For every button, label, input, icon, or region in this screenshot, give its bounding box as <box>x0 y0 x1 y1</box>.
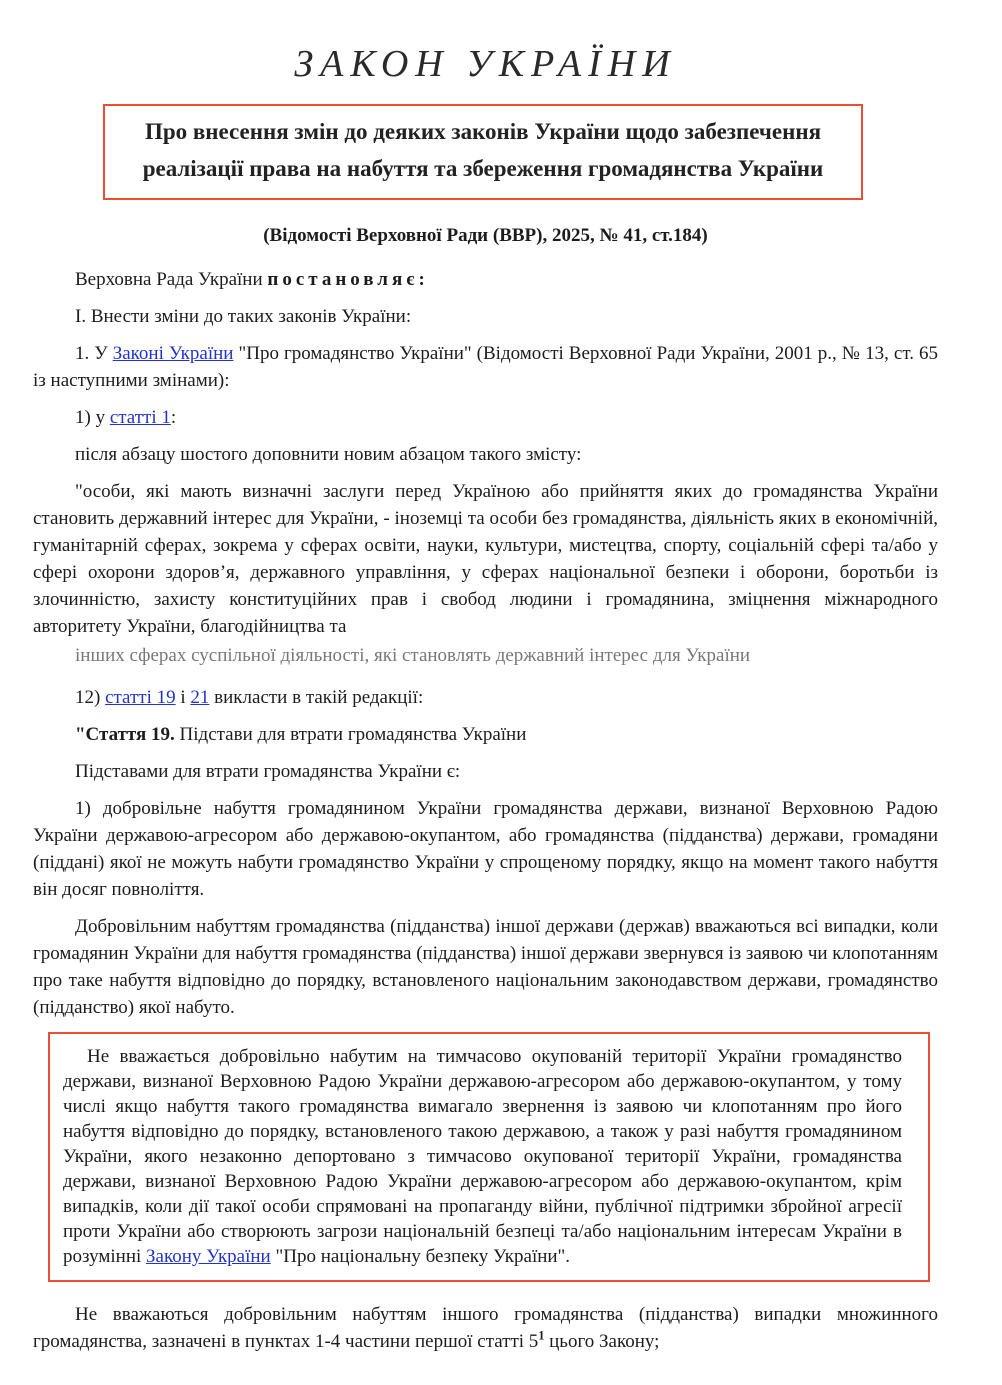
section-heading: І. Внести зміни до таких законів України: <box>75 306 412 327</box>
text-segment: і <box>175 687 191 708</box>
bold-emphasis: постановляє: <box>267 269 429 290</box>
ground-1-paragraph: 1) добровільне набуття громадянином України громадянства держави, визнаної Верховною Радою України державою-агресором або державою-окупантом, або громадянства (підданства) держави, громадяни (піддані) якої не можуть набути громадянство України у спрощеному порядку, якщо на момент такого набуття він досяг повноліття. <box>33 798 938 900</box>
highlighted-exception-box <box>48 1032 930 1282</box>
exception-paragraph <box>63 1044 902 1269</box>
text-segment: "Про національну безпеку України". <box>270 1246 571 1267</box>
text-segment: цього Закону; <box>544 1331 660 1352</box>
text-segment: 12) <box>75 687 106 708</box>
law-title-box <box>103 104 863 200</box>
document-type-title: ЗАКОН УКРАЇНИ <box>294 43 677 85</box>
insertion-instruction: після абзацу шостого доповнити новим абзацом такого змісту: <box>75 444 582 465</box>
law-link[interactable]: Закону України <box>146 1246 271 1267</box>
law-link[interactable]: Законі України <box>112 343 234 364</box>
bold-emphasis: "Стаття 19. <box>75 724 175 745</box>
multiple-citizenship-paragraph <box>33 1301 938 1355</box>
law-link[interactable]: 21 <box>190 687 210 708</box>
inserted-paragraph: "особи, які мають визначні заслуги перед Україною або прийняття яких до громадянства України становить державний інтерес для України, - іноземці та особи без громадянства, діяльність яких в економічній, гуманітарній сферах, зокрема у сферах освіти, науки, культури, мистецтва, спорту, соціальній сфері та/або у сфері охорони здоров’я, державного управління, у сферах національної безпеки і оборони, боротьби із злочинністю, захисту конституційних прав і свобод людини і громадянина, зміцнення міжнародного авторитету України, благодійництва та <box>33 481 938 637</box>
law-link[interactable]: статті 1 <box>109 407 171 428</box>
text-segment: : <box>170 407 177 428</box>
voluntary-acquisition-paragraph: Добровільним набуттям громадянства (підданства) іншої держави (держав) вважаються всі випадки, коли громадянин України для набуття громадянства (підданства) іншої держави звернувся із заявою чи клопотанням про таке набуття відповідно до порядку, встановленого національним законодавством держави, громадянство (підданство) якої набуто. <box>33 916 938 1018</box>
text-segment: Не вважаються добровільним набуттям іншого громадянства (підданства) випадки множинного громадянства, зазначені в пунктах 1-4 частини першої статті 5 <box>33 1304 938 1352</box>
text-segment: "Про громадянство України" (Відомості Верховної Ради України, 2001 р., № 13, ст. 65 із наступними змінами): <box>33 343 938 391</box>
superscript: 1 <box>538 1328 545 1343</box>
law-amendment-intro <box>33 340 938 394</box>
text-segment: 1) у <box>75 407 110 428</box>
law-link[interactable]: статті 19 <box>105 687 176 708</box>
vvr-reference: (Відомості Верховної Ради (ВВР), 2025, № 41, ст.184) <box>263 225 708 246</box>
text-segment: викласти в такій редакції: <box>209 687 424 708</box>
grounds-intro: Підставами для втрати громадянства України є: <box>75 761 461 782</box>
article-19-heading <box>33 721 938 748</box>
enactment-clause <box>33 266 938 293</box>
text-segment: Не вважається добровільно набутим на тимчасово окупованій території України громадянство держави, визнаної Верховною Радою України державою-агресором або державою-окупантом, у тому числі якщо набуття такого громадянства вимагало звернення із заявою чи клопотанням про його набуття відповідно до порядку, встановленого такою державою, а також у разі набуття громадянином України, якого незаконно депортовано з тимчасово окупованої території України, громадянства держави, визнаної Верховною Радою України державою-агресором або державою-окупантом, крім випадків, коли дії такої особи спрямовані на пропаганду війни, публічної підтримки збройної агресії проти України або створюють загрози національній безпеці та/або національним інтересам України в розумінні <box>63 1046 902 1267</box>
text-segment: 1. У <box>75 343 113 364</box>
law-title: Про внесення змін до деяких законів України щодо забезпечення реалізації права на набуття та збереження громадянства України <box>142 119 824 181</box>
text-segment: Верховна Рада України <box>75 269 268 290</box>
subitem-1-article-1 <box>33 404 938 431</box>
subitem-12-articles-19-21 <box>33 684 938 711</box>
clipped-text-content: інших сферах суспільної діяльності, які становлять державний інтерес для України <box>75 645 751 666</box>
clipped-text-line <box>33 645 938 666</box>
text-segment: Підстави для втрати громадянства України <box>174 724 527 745</box>
